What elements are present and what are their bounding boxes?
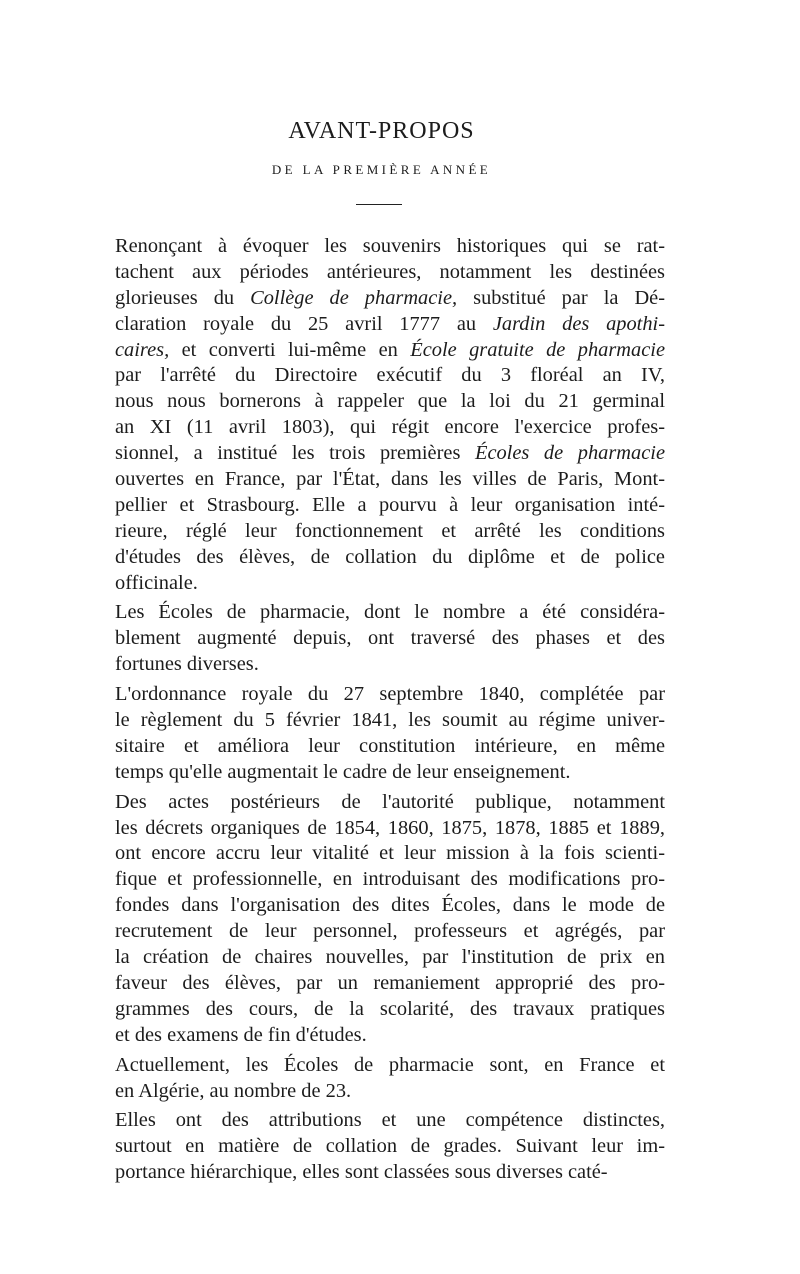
text-line: [115, 519, 665, 545]
text-line: [115, 816, 665, 842]
text-line: [115, 790, 665, 816]
text-line: [115, 997, 665, 1023]
text-run: Les Écoles de pharmacie, dont le nombre a été considéra-: [115, 601, 665, 624]
italic-text: École gratuite de pharmacie: [410, 338, 665, 361]
text-run: en Algérie, au nombre de 23.: [115, 1079, 352, 1102]
text-line: [115, 441, 665, 467]
text-run: recrutement de leur personnel, professeurs et agrégés, par: [115, 920, 665, 943]
text-run: la création de chaires nouvelles, par l'institution de prix en: [115, 946, 665, 969]
italic-text: Collège de pharmacie,: [250, 286, 458, 309]
text-run: les décrets organiques de 1854, 1860, 1875, 1878, 1885 et 1889,: [115, 816, 665, 839]
text-run: substitué par la Dé-: [457, 286, 666, 309]
text-run: fique et professionnelle, en introduisant des modifications pro-: [115, 868, 665, 891]
text-run: Actuellement, les Écoles de pharmacie sont, en France et: [115, 1053, 665, 1076]
text-line: [115, 234, 665, 260]
text-line: [115, 1053, 665, 1079]
text-run: portance hiérarchique, elles sont classées sous diverses caté-: [115, 1161, 608, 1184]
text-run: fondes dans l'organisation des dites Écoles, dans le mode de: [115, 894, 665, 917]
text-run: ouvertes en France, par l'État, dans les villes de Paris, Mont-: [115, 468, 665, 491]
text-run: sitaire et améliora leur constitution intérieure, en même: [115, 734, 665, 757]
text-line: [115, 571, 665, 597]
text-run: tachent aux périodes antérieures, notamment les destinées: [115, 260, 665, 283]
text-run: rieure, réglé leur fonctionnement et arrêté les conditions: [115, 519, 665, 542]
text-run: officinale.: [115, 571, 198, 594]
text-line: [115, 841, 665, 867]
paragraph: [115, 600, 665, 678]
text-line: [115, 1108, 665, 1134]
text-run: an XI (11 avril 1803), qui régit encore l'exercice profes-: [115, 416, 665, 439]
text-line: [115, 760, 665, 786]
text-run: le règlement du 5 février 1841, les soumit au régime univer-: [115, 709, 665, 732]
text-line: [115, 1079, 665, 1105]
text-line: [115, 893, 665, 919]
text-run: Renonçant à évoquer les souvenirs historiques qui se rat-: [115, 235, 665, 257]
paragraph: [115, 234, 665, 596]
text-run: d'études des élèves, de collation du diplôme et de police: [115, 545, 665, 568]
italic-text: Jardin des apothi-: [492, 312, 665, 335]
paragraph: [115, 1108, 665, 1186]
text-line: [115, 312, 665, 338]
text-run: par l'arrêté du Directoire exécutif du 3 floréal an IV,: [115, 364, 665, 387]
text-line: [115, 708, 665, 734]
text-line: [115, 1134, 665, 1160]
paragraph: [115, 682, 665, 786]
text-run: Des actes postérieurs de l'autorité publique, notamment: [115, 790, 665, 813]
text-line: [115, 1160, 665, 1186]
text-run: pellier et Strasbourg. Elle a pourvu à leur organisation inté-: [115, 493, 665, 516]
text-line: [115, 734, 665, 760]
text-run: ont encore accru leur vitalité et leur mission à la fois scienti-: [115, 842, 665, 865]
body-text: [115, 234, 665, 1186]
text-run: claration royale du 25 avril 1777 au: [115, 312, 493, 335]
text-line: [115, 626, 665, 652]
text-run: faveur des élèves, par un remaniement approprié des pro-: [115, 971, 665, 994]
text-line: [115, 467, 665, 493]
text-run: surtout en matière de collation de grades. Suivant leur im-: [115, 1135, 665, 1158]
page-subtitle: DE LA PREMIÈRE ANNÉE: [271, 162, 492, 177]
text-line: [115, 600, 665, 626]
text-run: Elles ont des attributions et une compétence distinctes,: [115, 1109, 665, 1132]
text-run: grammes des cours, de la scolarité, des travaux pratiques: [115, 997, 665, 1020]
text-line: [115, 545, 665, 571]
text-run: sionnel, a institué les trois premières: [115, 442, 475, 465]
text-run: glorieuses du: [115, 286, 251, 309]
text-run: nous nous bornerons à rappeler que la loi du 21 germinal: [115, 390, 665, 413]
text-line: [115, 260, 665, 286]
text-line: [115, 682, 665, 708]
text-line: [115, 945, 665, 971]
text-run: temps qu'elle augmentait le cadre de leur enseignement.: [115, 760, 571, 783]
text-run: fortunes diverses.: [115, 653, 259, 676]
italic-text: Écoles de pharmacie: [474, 442, 665, 465]
text-line: [115, 415, 665, 441]
italic-text: caires,: [115, 338, 170, 361]
text-run: et converti lui-même en: [169, 338, 411, 361]
text-line: [115, 363, 665, 389]
text-line: [115, 338, 665, 364]
paragraph: [115, 790, 665, 1049]
text-line: [115, 867, 665, 893]
text-line: [115, 493, 665, 519]
text-line: [115, 1023, 665, 1049]
text-run: blement augmenté depuis, ont traversé des phases et des: [115, 627, 665, 650]
text-run: L'ordonnance royale du 27 septembre 1840, complétée par: [115, 683, 665, 706]
title-divider: [356, 204, 402, 205]
page-title: AVANT-PROPOS: [288, 118, 475, 144]
text-line: [115, 389, 665, 415]
text-run: et des examens de fin d'études.: [115, 1023, 367, 1046]
text-line: [115, 286, 665, 312]
text-line: [115, 971, 665, 997]
paragraph: [115, 1053, 665, 1105]
text-line: [115, 919, 665, 945]
text-line: [115, 652, 665, 678]
